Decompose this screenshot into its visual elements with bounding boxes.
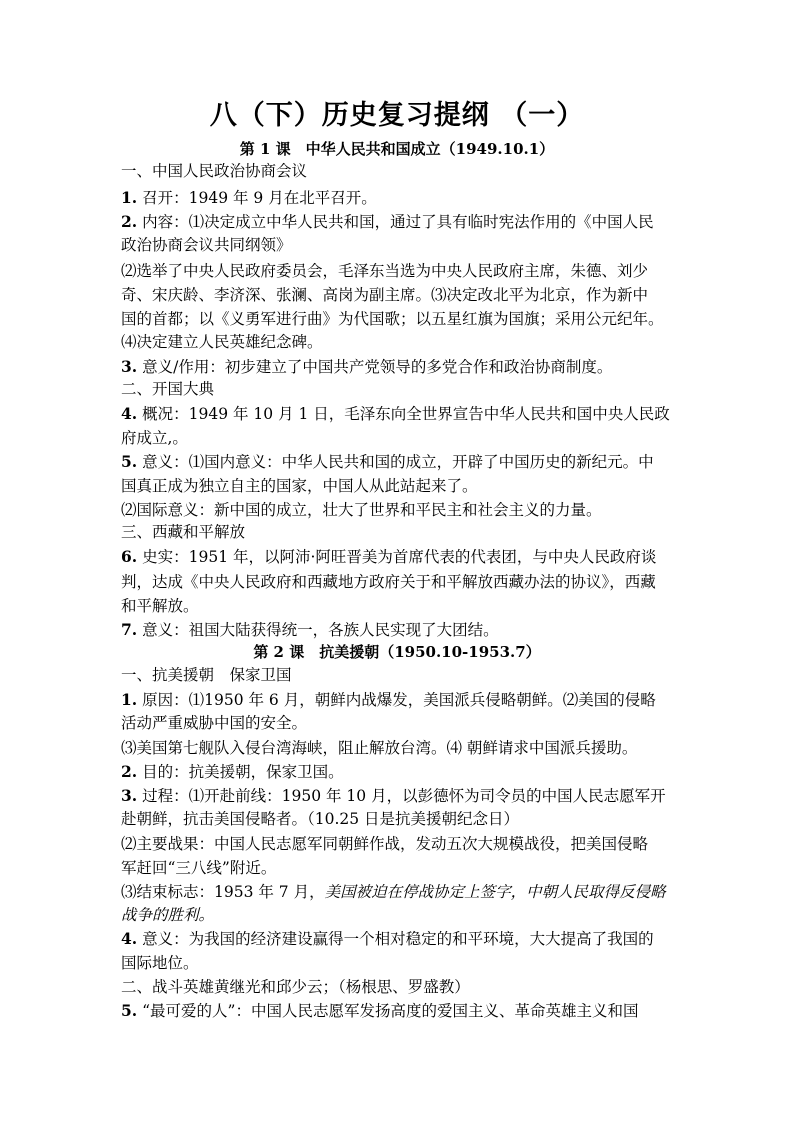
item-text: 内容：⑴决定成立中华人民共和国，通过了具有临时宪法作用的《中国人民 (137, 213, 654, 231)
item-text: 过程：⑴开赴前线：1950 年 10 月，以彭德怀为司令员的中国人民志愿军开 (137, 787, 666, 805)
section-heading: 二、开国大典 (121, 380, 215, 398)
text-line: 国际地位。 (121, 954, 199, 972)
item-text: 目的：抗美援朝，保家卫国。 (137, 763, 344, 781)
text-line (121, 881, 681, 903)
list-item (121, 356, 681, 378)
item-number: 5. (121, 1001, 138, 1020)
lesson-2-heading: 第 2 课 抗美援朝（1950.10-1953.7） (253, 643, 541, 661)
item-text: 史实：1951 年，以阿沛·阿旺晋美为首席代表的代表团，与中央人民政府谈 (137, 548, 657, 566)
item-text: 原因：⑴1950 年 6 月，朝鲜内战爆发，美国派兵侵略朝鲜。⑵美国的侵略 (137, 691, 656, 709)
lesson-1-heading: 第 1 课 中华人民共和国成立（1949.10.1） (239, 140, 555, 158)
text-line: ⑵国际意义：新中国的成立，壮大了世界和平民主和社会主义的力量。 (121, 501, 602, 519)
text-line: 国的首都；以《义勇军进行曲》为代国歌；以五星红旗为国旗；采用公元纪年。 (121, 310, 664, 328)
list-item (121, 403, 681, 425)
item-number: 4. (121, 404, 138, 423)
item-text: 概况：1949 年 10 月 1 日，毛泽东向全世界宣告中华人民共和国中央人民政 (137, 405, 670, 423)
item-number: 1. (121, 188, 138, 207)
text-line: 军赶回“三八线”附近。 (121, 859, 277, 877)
text-line: ⑶美国第七舰队入侵台湾海峡，阻止解放台湾。⑷ 朝鲜请求中国派兵援助。 (121, 739, 638, 757)
item-number: 6. (121, 547, 138, 566)
text-line: ⑷决定建立人民英雄纪念碑。 (121, 333, 323, 351)
section-heading: 一、中国人民政治协商会议 (121, 162, 308, 180)
text-line: 活动严重威胁中国的安全。 (121, 714, 308, 732)
text-line: ⑵主要战果：中国人民志愿军同朝鲜作战，发动五次大规模战役，把美国侵略 (121, 835, 649, 853)
emphasis-text: 美国被迫在停战协定上签字，中朝人民取得反侵略 (324, 883, 666, 901)
item-text: “最可爱的人”：中国人民志愿军发扬高度的爱国主义、革命英雄主义和国 (137, 1002, 639, 1020)
item-text: 意义：祖国大陆获得统一，各族人民实现了大团结。 (137, 621, 499, 639)
text-line: 判，达成《中央人民政府和西藏地方政府关于和平解放西藏办法的协议》，西藏 (121, 573, 656, 591)
list-item (121, 785, 681, 807)
emphasis-text: 战争的胜利。 (121, 906, 215, 924)
item-number: 4. (121, 929, 138, 948)
list-item (121, 211, 681, 233)
item-text: 意义/作用：初步建立了中国共产党领导的多党合作和政治协商制度。 (137, 358, 613, 376)
list-item (121, 619, 681, 641)
page-title: 八（下）历史复习提纲 （一） (209, 100, 585, 131)
list-item (121, 1000, 681, 1022)
text-line: ⑵选举了中央人民政府委员会，毛泽东当选为中央人民政府主席，朱德、刘少 (121, 262, 649, 280)
section-heading: 一、抗美援朝 保家卫国 (121, 666, 292, 684)
section-heading: 二、战斗英雄黄继光和邱少云；（杨根思、罗盛教） (121, 978, 470, 996)
text-line: 奇、宋庆龄、李济深、张澜、高岗为副主席。⑶决定改北平为北京，作为新中 (121, 286, 649, 304)
item-number: 3. (121, 357, 138, 376)
list-item (121, 761, 681, 783)
text-line: 赴朝鲜，抗击美国侵略者。（10.25 日是抗美援朝纪念日） (121, 810, 520, 828)
text-line: 政治协商会议共同纲领》 (121, 236, 292, 254)
item-number: 2. (121, 212, 138, 231)
item-number: 1. (121, 690, 138, 709)
item-number: 3. (121, 786, 138, 805)
list-item (121, 187, 681, 209)
list-item (121, 546, 681, 568)
text-line: 国真正成为独立自主的国家，中国人从此站起来了。 (121, 477, 478, 495)
line-text: ⑶结束标志：1953 年 7 月， (121, 883, 325, 901)
item-text: 召开：1949 年 9 月在北平召开。 (137, 189, 377, 207)
text-line: 和平解放。 (121, 597, 199, 615)
item-number: 2. (121, 762, 138, 781)
list-item (121, 451, 681, 473)
item-text: 意义：⑴国内意义：中华人民共和国的成立，开辟了中国历史的新纪元。中 (137, 453, 654, 471)
list-item (121, 689, 681, 711)
list-item (121, 928, 681, 950)
item-number: 5. (121, 452, 138, 471)
text-line: 府成立,。 (121, 429, 188, 447)
item-text: 意义：为我国的经济建设赢得一个相对稳定的和平环境，大大提高了我国的 (137, 930, 654, 948)
item-number: 7. (121, 620, 138, 639)
section-heading: 三、西藏和平解放 (121, 523, 246, 541)
